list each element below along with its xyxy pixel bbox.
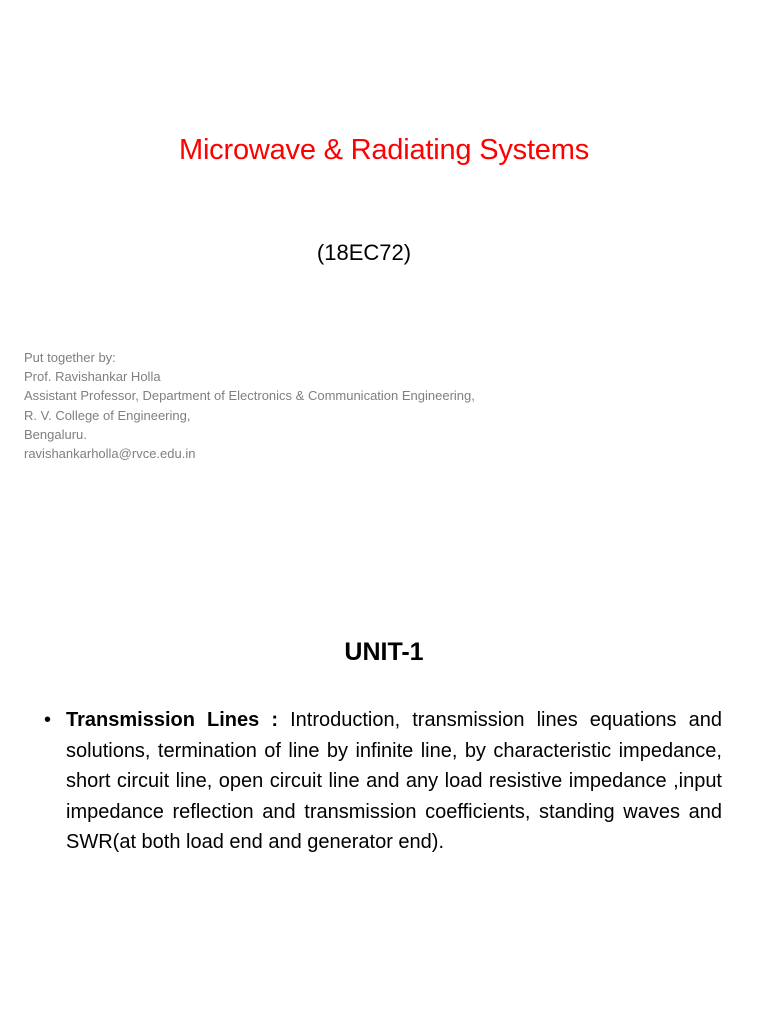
topic-body: Introduction, transmission lines equations and solutions, termination of line by infinite line, by characteristic impedance, short circuit line, open circuit line and any load resistive impedance ,input impedance reflection and transmission coefficients, standing waves and SWR(at both load end and generator end).	[66, 709, 722, 853]
credits-line: Put together by:	[24, 350, 116, 365]
course-code: (18EC72)	[316, 240, 412, 265]
unit-slide	[0, 512, 768, 1024]
topic-bullet	[44, 705, 722, 858]
credits-block	[24, 348, 724, 463]
slide-title: Microwave & Radiating Systems	[178, 134, 589, 166]
credits-city: Bengaluru.	[24, 426, 87, 442]
topic-text	[66, 705, 722, 858]
credits-email: ravishankarholla@rvce.edu.in	[24, 446, 196, 462]
credits-college: R. V. College of Engineering,	[24, 407, 191, 423]
credits-designation: Assistant Professor, Department of Electronics & Communication Engineering,	[24, 388, 475, 404]
unit-heading: UNIT-1	[344, 638, 424, 666]
credits-author: Prof. Ravishankar Holla	[24, 369, 161, 385]
bullet-icon: •	[44, 709, 52, 731]
topic-heading: Transmission Lines :	[66, 709, 278, 731]
